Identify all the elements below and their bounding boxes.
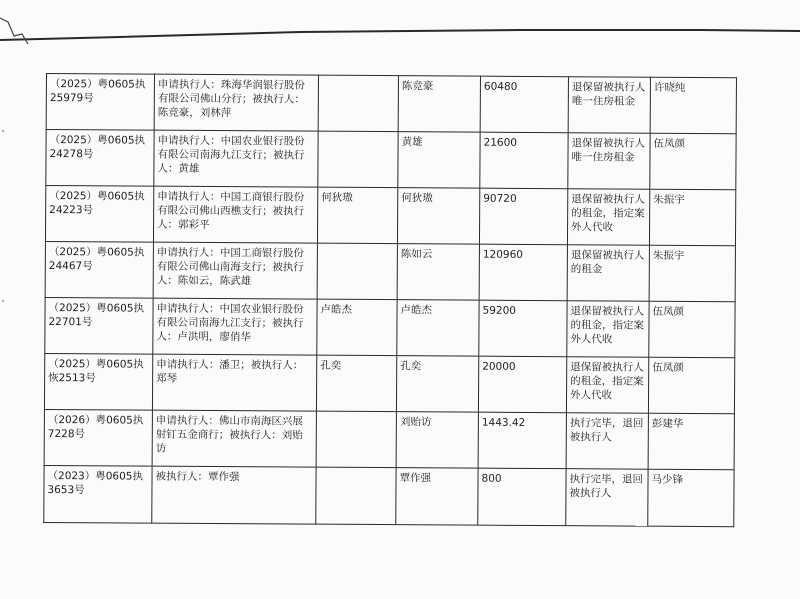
table-row xyxy=(44,353,734,413)
parties-cell: 申请执行人：中国工商银行股份有限公司佛山南海支行；被执行人：陈如云，陈武雄 xyxy=(153,242,317,299)
handling-method: 退保留被执行人的租金，指定案外人代收 xyxy=(566,357,648,413)
handling-method: 退保留被执行人的租金，指定案外人代收 xyxy=(567,189,649,245)
amount-cell: 59200 xyxy=(479,300,567,357)
officer-name: 伍凤颜 xyxy=(650,133,736,190)
handling-method: 退保留被执行人的租金，指定案外人代收 xyxy=(567,301,649,357)
parties-cell: 申请执行人：潘卫；被执行人：郑琴 xyxy=(152,354,316,411)
case-number: （2025）粤0605执24467号 xyxy=(45,241,153,298)
parties-cell: 申请执行人：中国农业银行股份有限公司南海九江支行；被执行人：黄雄 xyxy=(154,130,318,187)
table-row xyxy=(46,74,736,134)
handling-method: 退保留被执行人唯一住房租金 xyxy=(568,77,650,133)
recipient-name: 孔奕 xyxy=(396,356,478,412)
officer-name: 伍凤颜 xyxy=(649,301,735,358)
payee-cell: 孔奕 xyxy=(316,355,396,411)
parties-cell: 申请执行人：中国工商银行股份有限公司佛山西樵支行；被执行人：郭彩平 xyxy=(153,186,317,243)
recipient-name: 何狄璈 xyxy=(397,188,479,244)
payee-cell: 卢皓杰 xyxy=(317,299,397,355)
parties-cell: 申请执行人：珠海华润银行股份有限公司佛山分行；被执行人：陈竞豪，刘林萍 xyxy=(154,74,318,131)
handling-method: 退保留被执行人唯一住房租金 xyxy=(568,133,650,189)
payee-cell xyxy=(317,243,397,299)
table-row xyxy=(44,465,734,526)
payee-cell xyxy=(316,467,396,524)
payee-cell: 何狄璈 xyxy=(317,187,397,243)
table-row xyxy=(46,130,736,190)
recipient-name: 刘贻访 xyxy=(396,412,478,468)
recipient-name: 覃作强 xyxy=(396,468,478,525)
case-number: （2025）粤0605执22701号 xyxy=(45,297,153,354)
handling-method: 执行完毕，退回被执行人 xyxy=(566,469,648,526)
handling-method: 执行完毕，退回被执行人 xyxy=(566,413,648,469)
parties-cell: 申请执行人：佛山市南海区兴展射钉五金商行；被执行人：刘贻访 xyxy=(152,410,316,467)
case-number: （2025）粤0605执25979号 xyxy=(46,74,154,131)
table-row xyxy=(45,297,735,357)
case-number: （2025）粤0605执24223号 xyxy=(45,186,153,243)
case-number: （2025）粤0605执恢2513号 xyxy=(44,353,152,410)
recipient-name: 黄雄 xyxy=(398,132,480,188)
officer-name: 朱振宇 xyxy=(649,189,735,246)
officer-name: 许晓纯 xyxy=(650,77,736,134)
recipient-name: 卢皓杰 xyxy=(397,300,479,356)
officer-name: 马少锋 xyxy=(648,469,734,527)
document-table xyxy=(43,73,737,527)
case-number: （2026）粤0605执7228号 xyxy=(44,409,152,466)
handling-method: 退保留被执行人的租金 xyxy=(567,245,649,301)
parties-cell: 被执行人：覃作强 xyxy=(152,466,316,524)
amount-cell: 1443.42 xyxy=(478,412,566,469)
amount-cell: 60480 xyxy=(480,76,568,133)
recipient-name: 陈如云 xyxy=(397,244,479,300)
payee-cell xyxy=(318,131,398,187)
amount-cell: 21600 xyxy=(480,132,568,189)
payee-cell xyxy=(316,411,396,467)
case-number: （2023）粤0605执3653号 xyxy=(44,465,152,523)
recipient-name: 陈竞豪 xyxy=(398,76,480,132)
amount-cell: 120960 xyxy=(479,244,567,301)
amount-cell: 90720 xyxy=(479,188,567,245)
amount-cell: 800 xyxy=(478,468,566,526)
table-row xyxy=(45,241,735,301)
officer-name: 彭建华 xyxy=(648,413,734,470)
parties-cell: 申请执行人：中国农业银行股份有限公司南海九江支行；被执行人：卢洪明，廖俏华 xyxy=(153,298,317,355)
amount-cell: 20000 xyxy=(478,356,566,413)
table-row xyxy=(45,186,735,246)
payee-cell xyxy=(318,75,398,131)
officer-name: 朱振宇 xyxy=(649,245,735,302)
case-number: （2025）粤0605执24278号 xyxy=(46,130,154,187)
officer-name: 伍凤颜 xyxy=(648,357,734,414)
table-row xyxy=(44,409,734,469)
